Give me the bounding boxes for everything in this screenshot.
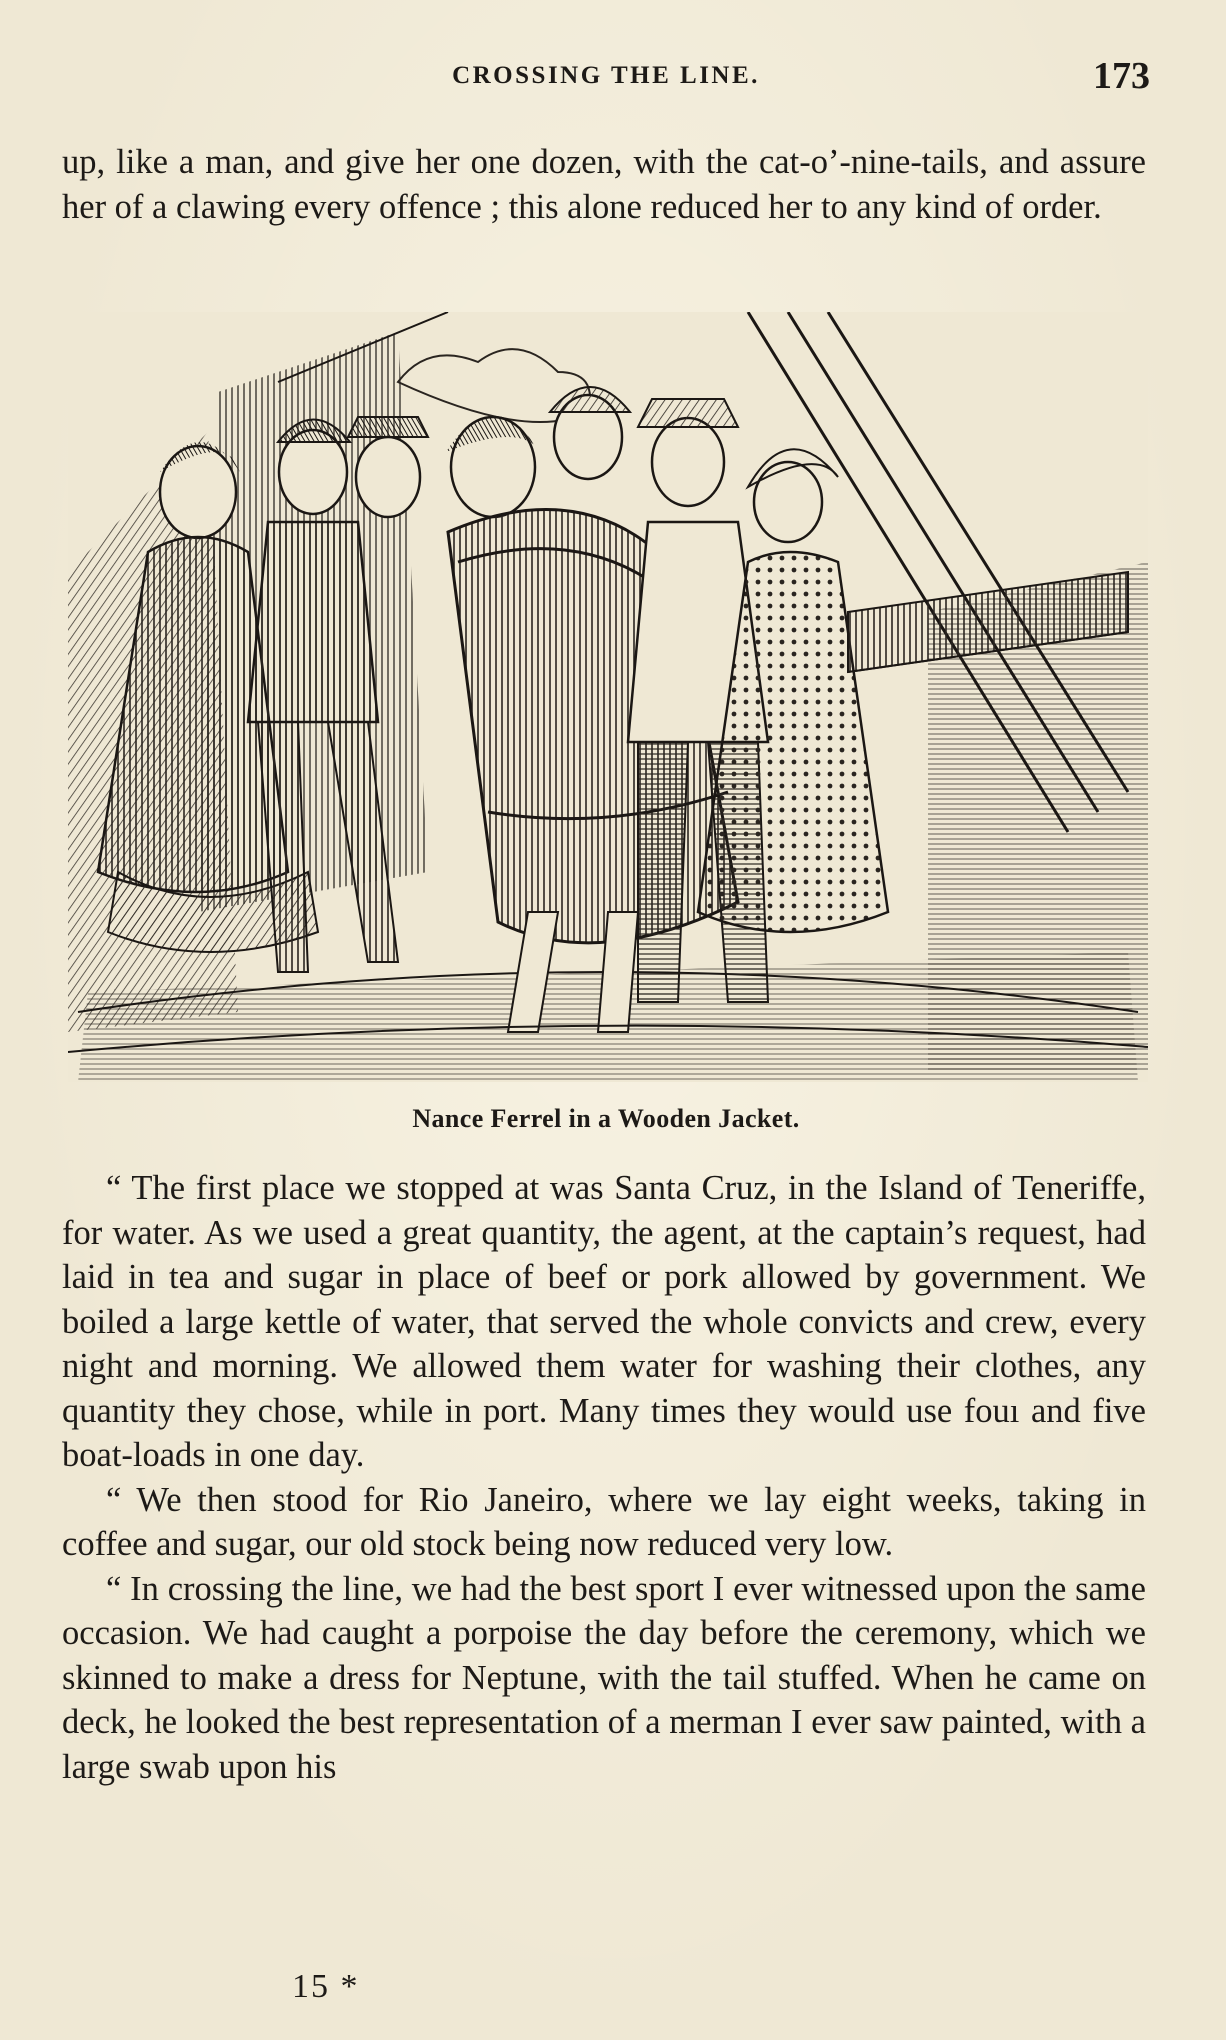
signature-mark: 15 * — [292, 1968, 360, 2005]
running-title: CROSSING THE LINE. — [452, 62, 760, 89]
illustration-caption: Nance Ferrel in a Wooden Jacket. — [412, 1104, 800, 1133]
paragraph-rio-janeiro: “ We then stood for Rio Janeiro, where we lay eight weeks, taking in coffee and sugar, our old stock being now reduced very low. — [62, 1480, 1146, 1563]
engraving-sailors-and-women-around-barrel-icon — [68, 312, 1148, 1082]
running-head — [62, 54, 1150, 102]
paragraph-continuation: up, like a man, and give her one dozen, with the cat-o’-nine-tails, and assure her of a clawing every offence ; this alone reduced her to any kind of order. — [62, 143, 1146, 226]
paragraph-crossing-line: “ In crossing the line, we had the best sport I ever witnessed upon the same occasion. We had caught a porpoise the day before the ceremony, which we skinned to make a dress for Neptune, with the tail stuffed. When he came on deck, he looked the best representation of a merman I ever saw painted, with a large swab upon his — [62, 1569, 1146, 1786]
engraving-illustration — [68, 312, 1148, 1082]
top-text-block — [62, 140, 1146, 229]
paragraph-santa-cruz: “ The first place we stopped at was Santa Cruz, in the Island of Teneriffe, for water. As we used a great quantity, the agent, at the captain’s request, had laid in tea and sugar in place of beef or pork allowed by government. We boiled a large kettle of water, that served the whole convicts and crew, every night and morning. We allowed them water for washing their clothes, any quantity they chose, while in port. Many times they would use fouı and five boat-loads in one day. — [62, 1169, 1146, 1474]
page-number: 173 — [1093, 55, 1150, 97]
body-text-block — [62, 1166, 1146, 1789]
